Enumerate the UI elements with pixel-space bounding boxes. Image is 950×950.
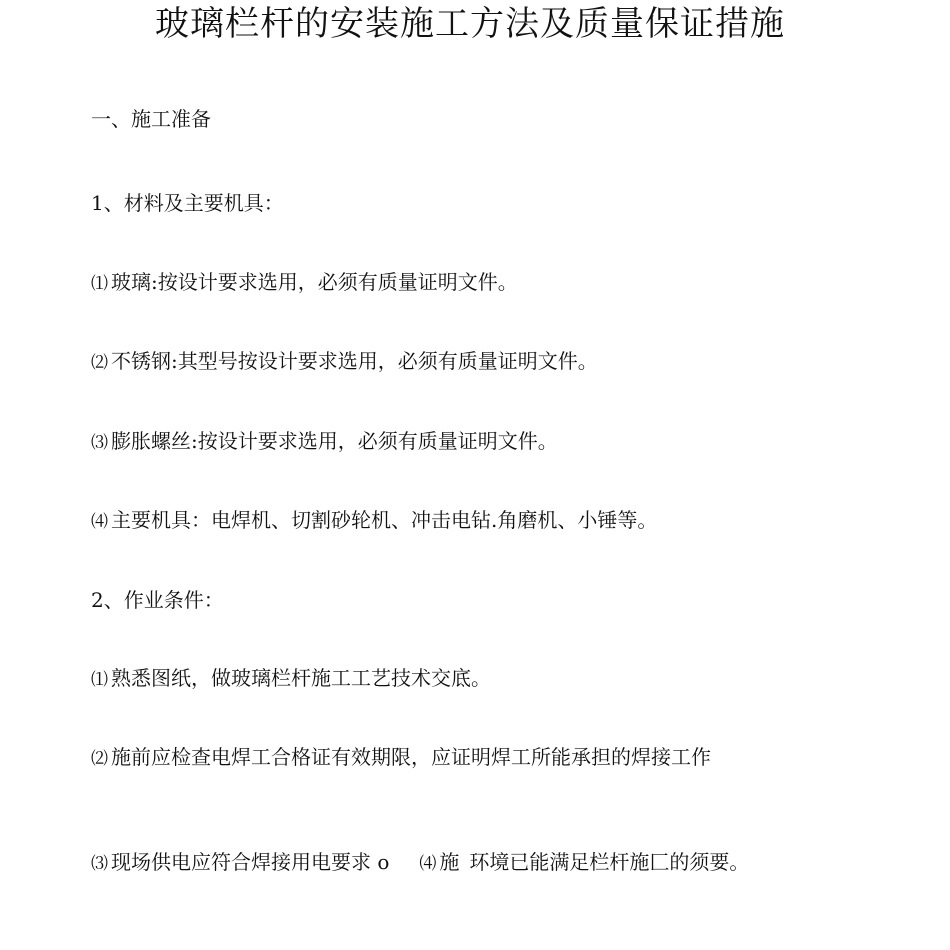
item-number: ⑶: [91, 854, 108, 874]
material-item-glass: [91, 269, 518, 297]
item-number: ⑵: [91, 353, 108, 373]
item-number: ⑵: [91, 749, 108, 769]
item-number: ⑴: [91, 274, 108, 294]
item-text: 现场供电应符合焊接用电要求 o: [111, 850, 390, 874]
item-text-continued: 环境已能满足栏杆施匚的须要。: [469, 850, 750, 874]
item-text: 施前应检查电焊工合格证有效期限，应证明焊工所能承担的焊接工作: [111, 745, 711, 769]
item-text: 不锈钢:其型号按设计要求选用，必须有质量证明文件。: [111, 349, 598, 373]
condition-item-welder-certificate: [91, 744, 711, 772]
item-number: ⑶: [91, 433, 108, 453]
document-title: 玻璃栏杆的安装施工方法及质量保证措施: [155, 4, 785, 44]
material-item-stainless-steel: [91, 348, 598, 376]
item-number: ⑷: [419, 854, 437, 874]
subsection-heading-conditions: 2、作业条件：: [91, 588, 224, 612]
subsection-heading-materials: 1、材料及主要机具：: [91, 191, 284, 215]
material-item-main-tools: [91, 507, 657, 535]
material-item-expansion-bolts: [91, 428, 558, 456]
condition-items-power-and-environment: [91, 849, 749, 877]
item-number: ⑷: [91, 512, 108, 532]
item-text: 施: [439, 850, 460, 874]
item-number: ⑴: [91, 670, 108, 690]
condition-item-drawings: [91, 665, 491, 693]
item-text: 膨胀螺丝:按设计要求选用，必须有质量证明文件。: [111, 429, 558, 453]
item-text: 玻璃:按设计要求选用，必须有质量证明文件。: [111, 270, 518, 294]
section-heading-preparation: 一、施工准备: [91, 107, 211, 131]
item-text: 熟悉图纸，做玻璃栏杆施工工艺技术交底。: [111, 666, 491, 690]
item-text: 主要机具：电焊机、切割砂轮机、冲击电钻.角磨机、小锤等。: [111, 508, 658, 532]
